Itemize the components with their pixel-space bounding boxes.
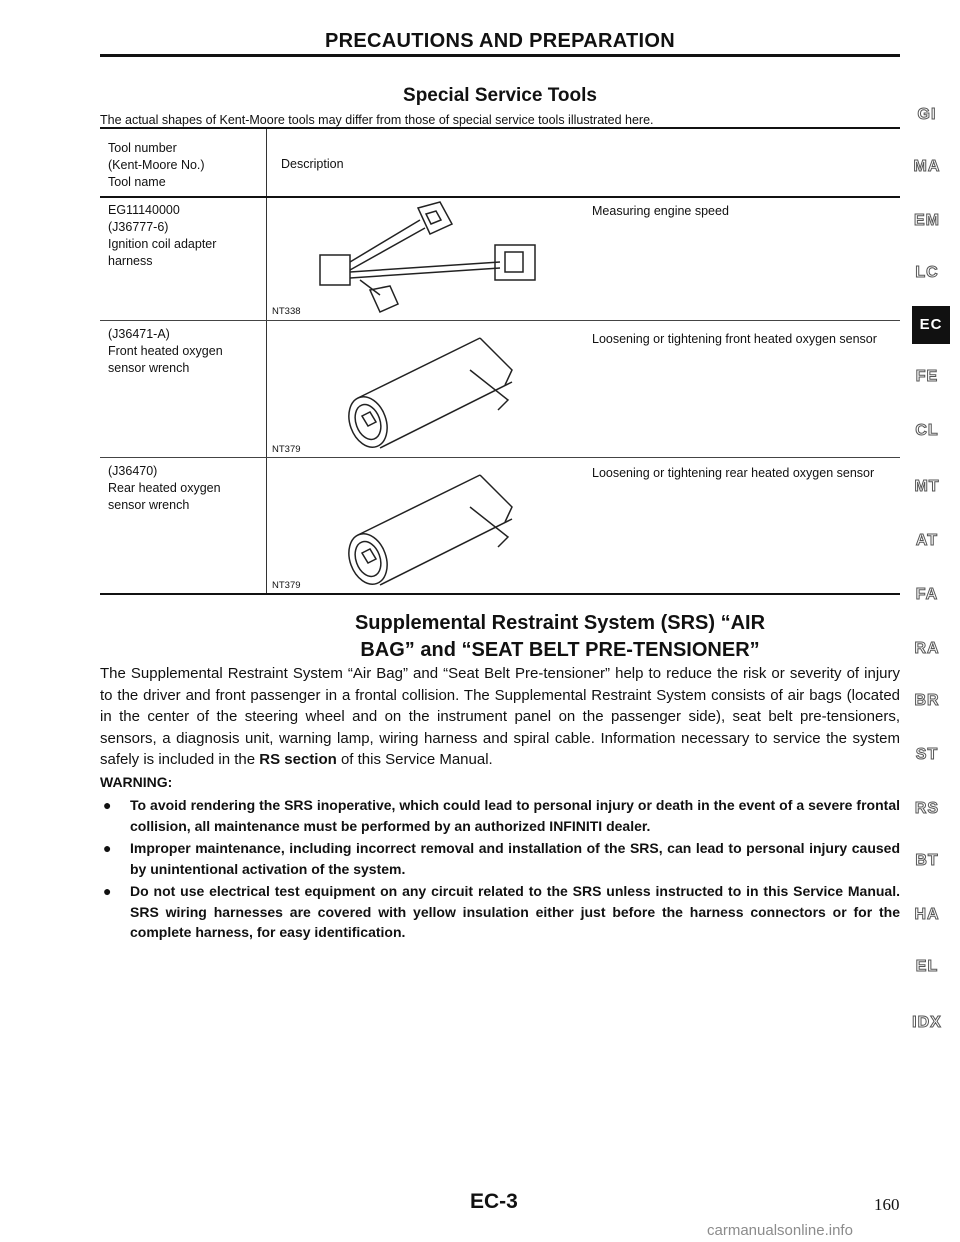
tool-row-3-name [108,463,221,514]
srs-body-text: of this Service Manual. [336,751,493,768]
srs-body-text: The Supplemental Restraint System “Air Bag” and “Seat Belt Pre-tensioner” help to reduce the risk or severity of injury to the driver and front passenger in a frontal collision. The Supplemental Restraint System consists of air bags (located in the center of the steering wheel and on the instrument panel on the passenger side), seat belt pre-tensioners, sensors, a diagnosis unit, warning lamp, wiring harness and spiral cable. Information necessary to service the system safely is included in the [100,665,900,768]
column-header-line: (Kent-Moore No.) [108,158,205,172]
tool-row-2-code: NT379 [272,444,301,455]
srs-body [100,663,900,771]
tool-line: sensor wrench [108,361,190,375]
srs-title-line: Supplemental Restraint System (SRS) “AIR [354,612,766,634]
section-tab-idx[interactable]: IDX [912,1014,942,1031]
tool-line: sensor wrench [108,498,190,512]
front-oxygen-sensor-wrench-illustration [330,330,560,455]
tool-row-2-description: Loosening or tightening front heated oxygen sensor [592,332,877,346]
column-divider [266,129,267,594]
tool-line: Rear heated oxygen [108,481,221,495]
tool-line: Ignition coil adapter [108,237,217,251]
tool-row-3-description: Loosening or tightening rear heated oxygen sensor [592,466,875,480]
tool-line: Front heated oxygen [108,344,223,358]
tool-row-2-name [108,326,223,377]
column-header-tool [108,140,205,191]
bullet-icon: ● [103,797,112,813]
section-tab-em[interactable]: EM [914,212,940,229]
tool-line: harness [108,254,153,268]
special-tools-title: Special Service Tools [403,85,597,106]
section-tab-at[interactable]: AT [915,532,939,549]
tool-line: (J36471-A) [108,327,170,341]
warning-item [100,795,900,836]
warning-list [100,795,900,945]
tool-line: (J36777-6) [108,220,169,234]
srs-body-rs-section: RS section [259,751,337,768]
srs-title-line: BAG” and “SEAT BELT PRE-TENSIONER” [360,639,760,661]
section-tab-gi[interactable]: GI [917,106,937,123]
bullet-icon: ● [103,883,112,899]
column-header-description: Description [281,157,344,171]
tool-row-1-name [108,202,216,270]
tool-line: (J36470) [108,464,158,478]
tools-note: The actual shapes of Kent-Moore tools may differ from those of special service tools illustrated here. [100,113,654,127]
section-tab-fe[interactable]: FE [915,368,939,385]
bullet-icon: ● [103,840,112,856]
warning-label: WARNING: [100,774,173,790]
row-rule [100,320,900,321]
rear-oxygen-sensor-wrench-illustration [330,467,560,592]
section-tab-st[interactable]: ST [915,746,939,763]
section-tab-rs[interactable]: RS [914,800,940,817]
row-rule [100,457,900,458]
warning-text: To avoid rendering the SRS inoperative, which could lead to personal injury or death in the event of a severe frontal collision, all maintenance must be performed by an authorized INFINITI dealer. [130,797,900,834]
ignition-coil-adapter-harness-illustration [300,200,560,315]
srs-title [320,610,800,664]
watermark: carmanualsonline.info [707,1222,853,1239]
section-tab-ha[interactable]: HA [914,906,940,923]
column-header-line: Tool name [108,175,166,189]
table-bottom-rule [100,593,900,595]
section-tab-lc[interactable]: LC [915,264,939,281]
warning-text: Improper maintenance, including incorrect removal and installation of the SRS, can lead to personal injury caused by unintentional activation of the system. [130,840,900,877]
warning-item [100,838,900,879]
section-tab-bt[interactable]: BT [915,852,939,869]
tool-row-1-code: NT338 [272,306,301,317]
section-tab-mt[interactable]: MT [914,478,940,495]
section-tab-fa[interactable]: FA [915,586,939,603]
section-tab-ec-active[interactable]: EC [912,306,950,344]
header-row-rule [100,196,900,198]
tool-row-1-description: Measuring engine speed [592,204,729,218]
warning-item [100,881,900,943]
header-rule [100,54,900,57]
note-rule [100,127,900,129]
page-code: EC-3 [470,1190,518,1213]
column-header-line: Tool number [108,141,177,155]
tool-line: EG11140000 [108,203,180,217]
page-header: PRECAUTIONS AND PREPARATION [325,30,675,52]
page-number: 160 [874,1195,900,1214]
warning-text: Do not use electrical test equipment on any circuit related to the SRS unless instructed to in this Service Manual. SRS wiring harnesses are covered with yellow insulation either just before the harness connectors or for the complete harness, for easy identification. [130,883,900,940]
section-tab-cl[interactable]: CL [915,422,939,439]
section-tab-ma[interactable]: MA [913,158,941,175]
section-tab-br[interactable]: BR [914,692,940,709]
tool-row-3-code: NT379 [272,580,301,591]
section-tab-el[interactable]: EL [915,958,939,975]
section-tab-ra[interactable]: RA [914,640,940,657]
